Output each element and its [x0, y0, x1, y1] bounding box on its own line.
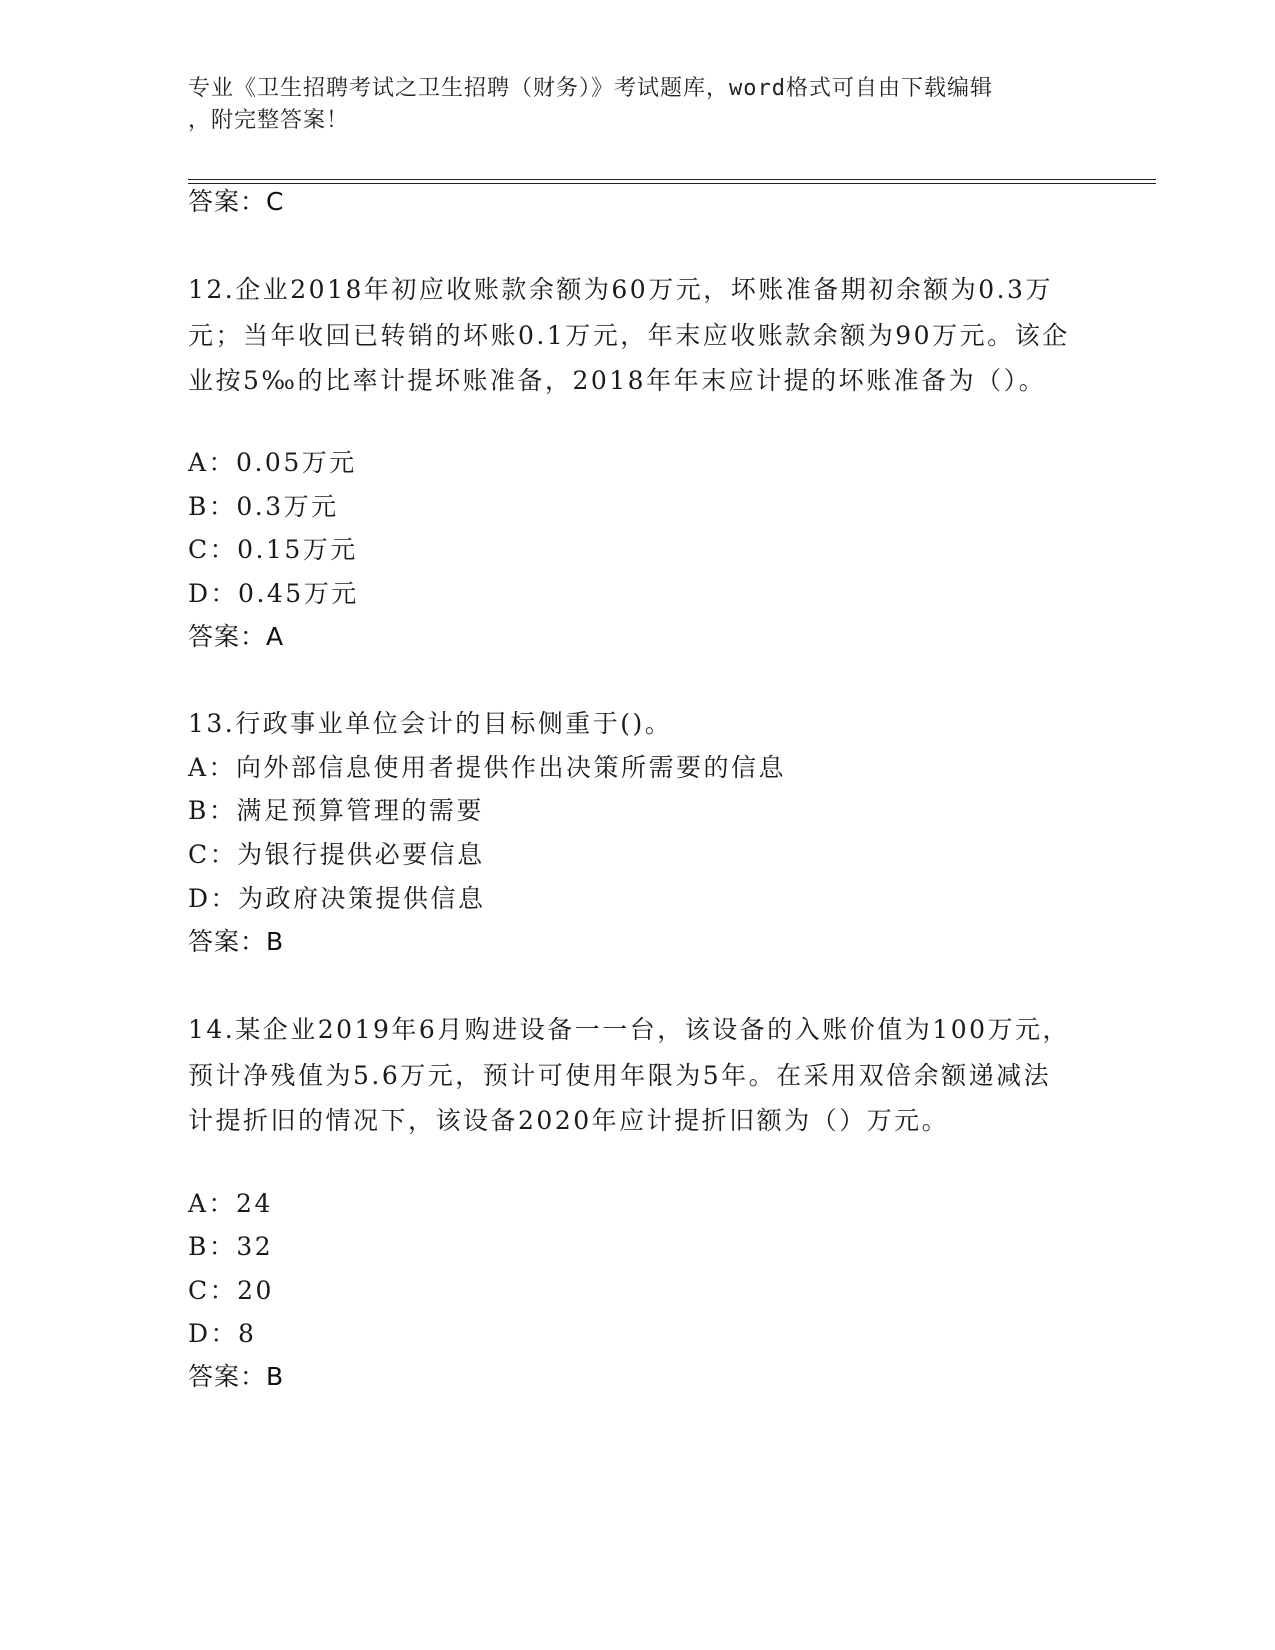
header-divider-bottom [188, 183, 1156, 184]
question-12-option-a: A：0.05万元 [188, 448, 357, 477]
question-13-option-b: B：满足预算管理的需要 [188, 796, 484, 825]
intro-line-2: ，附完整答案！ [188, 108, 350, 133]
question-14-text: 14.某企业2019年6月购进设备一一台，该设备的入账价值为100万元，预计净残值为5.6万元，预计可使用年限为5年。在采用双倍余额递减法计提折旧的情况下，该设备2020年应计提折旧额为（）万元。 [188, 1015, 1071, 1135]
question-14-option-c: C：20 [188, 1276, 274, 1305]
question-12-option-d: D：0.45万元 [188, 579, 359, 608]
question-13-text: 13.行政事业单位会计的目标侧重于()。 [188, 709, 673, 738]
question-12-answer: 答案：A [188, 622, 285, 651]
document-intro [188, 73, 1088, 137]
question-14-option-d: D：8 [188, 1319, 257, 1348]
question-13-option-a: A：向外部信息使用者提供作出决策所需要的信息 [188, 753, 787, 782]
question-13-answer: 答案：B [188, 927, 285, 956]
previous-answer: 答案：C [188, 187, 285, 216]
question-14-option-a: A：24 [188, 1189, 273, 1218]
question-12-text: 12.企业2018年初应收账款余额为60万元，坏账准备期初余额为0.3万元；当年收回已转销的坏账0.1万元，年末应收账款余额为90万元。该企业按5‰的比率计提坏账准备，2018年年末应计提的坏账准备为（）。 [188, 275, 1070, 395]
question-12-option-b: B：0.3万元 [188, 492, 339, 521]
question-13-option-d: D：为政府决策提供信息 [188, 884, 486, 913]
question-14-answer: 答案：B [188, 1362, 285, 1391]
intro-line-1: 专业《卫生招聘考试之卫生招聘（财务）》考试题库，word格式可自由下载编辑 [188, 76, 993, 101]
header-divider-top [188, 179, 1156, 180]
question-13-option-c: C：为银行提供必要信息 [188, 840, 485, 869]
question-14-option-b: B：32 [188, 1232, 274, 1261]
question-12-option-c: C：0.15万元 [188, 535, 358, 564]
